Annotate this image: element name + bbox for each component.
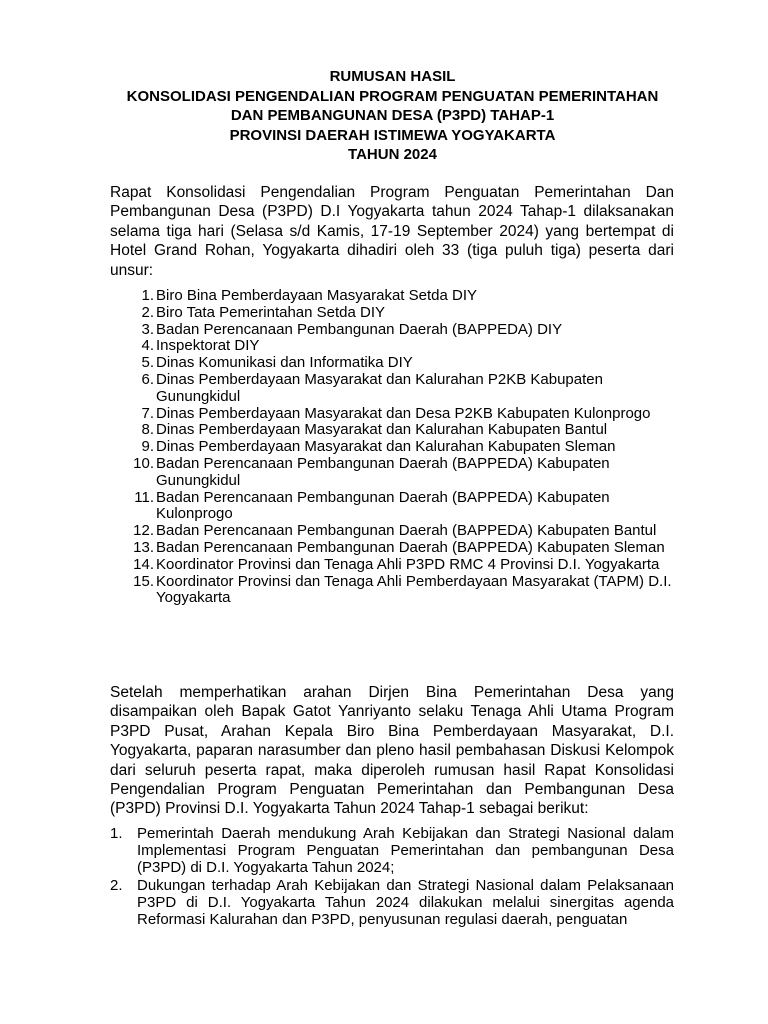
list-item [110, 877, 674, 929]
item-number: 2. [110, 876, 123, 894]
list-item [110, 825, 674, 877]
item-text: Badan Perencanaan Pembangunan Daerah (BAPPEDA) Kabupaten Kulonprogo [156, 488, 610, 523]
item-text: Dinas Pemberdayaan Masyarakat dan Kalurahan Kabupaten Bantul [156, 421, 608, 439]
item-number: 4. [141, 337, 154, 355]
list-item [110, 422, 680, 439]
item-number: 14. [133, 555, 154, 573]
item-text: Koordinator Provinsi dan Tenaga Ahli P3PD RMC 4 Provinsi D.I. Yogyakarta [156, 555, 660, 573]
list-item [110, 456, 680, 490]
title-line-5: TAHUN 2024 [348, 146, 437, 163]
item-text: Koordinator Provinsi dan Tenaga Ahli Pemberdayaan Masyarakat (TAPM) D.I. Yogyakarta [156, 572, 672, 607]
item-number: 6. [141, 370, 154, 388]
item-number: 10. [133, 454, 154, 472]
item-number: 11. [134, 488, 154, 506]
results-list [110, 825, 674, 928]
item-text: Biro Bina Pemberdayaan Masyarakat Setda DIY [156, 287, 477, 304]
item-number: 2. [141, 303, 154, 321]
list-item [110, 338, 680, 355]
item-number: 7. [141, 404, 154, 422]
item-text: Badan Perencanaan Pembangunan Daerah (BAPPEDA) DIY [156, 320, 563, 338]
list-item [110, 288, 680, 305]
title-line-3: DAN PEMBANGUNAN DESA (P3PD) TAHAP-1 [230, 107, 555, 124]
list-item [110, 372, 680, 406]
list-item [110, 540, 680, 557]
title-line-2: KONSOLIDASI PENGENDALIAN PROGRAM PENGUATAN PEMERINTAHAN [126, 87, 659, 105]
list-item [110, 322, 680, 339]
item-number: 9. [141, 438, 154, 456]
item-number: 3. [141, 320, 154, 338]
item-number: 15. [133, 572, 154, 590]
item-text: Badan Perencanaan Pembangunan Daerah (BAPPEDA) Kabupaten Sleman [156, 538, 665, 556]
intro-paragraph: Rapat Konsolidasi Pengendalian Program Penguatan Pemerintahan Dan Pembangunan Desa (P3PD) D.I Yogyakarta tahun 2024 Tahap-1 dilaksanakan selama tiga hari (Selasa s/d Kamis, 17-19 September 2024) yang bertempat di Hotel Grand Rohan, Yogyakarta dihadiri oleh 33 (tiga puluh tiga) peserta dari unsur: [110, 184, 674, 279]
list-item [110, 574, 680, 608]
title-line-1: RUMUSAN HASIL [329, 68, 456, 85]
item-number: 1. [141, 287, 154, 304]
list-item [110, 406, 680, 423]
participant-list [110, 288, 680, 607]
list-item [110, 355, 680, 372]
item-text: Dinas Pemberdayaan Masyarakat dan Kalurahan Kabupaten Sleman [156, 438, 616, 456]
item-text: Badan Perencanaan Pembangunan Daerah (BAPPEDA) Kabupaten Gunungkidul [156, 454, 610, 489]
item-number: 5. [141, 354, 154, 372]
item-text: Dinas Pemberdayaan Masyarakat dan Desa P2KB Kabupaten Kulonprogo [156, 404, 651, 422]
item-text: Pemerintah Daerah mendukung Arah Kebijakan dan Strategi Nasional dalam Implementasi Program Penguatan Pemerintahan dan pembangunan Desa (P3PD) di D.I. Yogyakarta Tahun 2024; [137, 825, 674, 877]
list-item [110, 305, 680, 322]
item-number: 1. [110, 825, 123, 842]
item-text: Dukungan terhadap Arah Kebijakan dan Strategi Nasional dalam Pelaksanaan P3PD di D.I. Yogyakarta Tahun 2024 dilakukan melalui sinergitas agenda Reformasi Kalurahan dan P3PD, penyusunan regulasi daerah, penguatan [137, 876, 674, 929]
item-text: Inspektorat DIY [156, 337, 260, 355]
item-number: 12. [133, 522, 154, 540]
list-item [110, 490, 680, 524]
item-text: Biro Tata Pemerintahan Setda DIY [156, 303, 386, 321]
list-item [110, 557, 680, 574]
list-item [110, 523, 680, 540]
document-title [90, 67, 695, 165]
item-text: Dinas Komunikasi dan Informatika DIY [156, 354, 413, 372]
item-text: Badan Perencanaan Pembangunan Daerah (BAPPEDA) Kabupaten Bantul [156, 522, 657, 540]
item-number: 13. [133, 538, 154, 556]
item-number: 8. [141, 421, 154, 439]
item-text: Dinas Pemberdayaan Masyarakat dan Kalurahan P2KB Kabupaten Gunungkidul [156, 370, 603, 405]
body-paragraph: Setelah memperhatikan arahan Dirjen Bina Pemerintahan Desa yang disampaikan oleh Bapak Gatot Yanriyanto selaku Tenaga Ahli Utama Program P3PD Pusat, Arahan Kepala Biro Bina Pemberdayaan Masyarakat, D.I. Yogyakarta, paparan narasumber dan pleno hasil pembahasan Diskusi Kelompok dari seluruh peserta rapat, maka diperoleh rumusan hasil Rapat Konsolidasi Pengendalian Program Penguatan Pemerintahan dan Pembangunan Desa (P3PD) Provinsi D.I. Yogyakarta Tahun 2024 Tahap-1 sebagai berikut: [110, 684, 674, 818]
title-line-4: PROVINSI DAERAH ISTIMEWA YOGYAKARTA [229, 126, 556, 144]
list-item [110, 439, 680, 456]
